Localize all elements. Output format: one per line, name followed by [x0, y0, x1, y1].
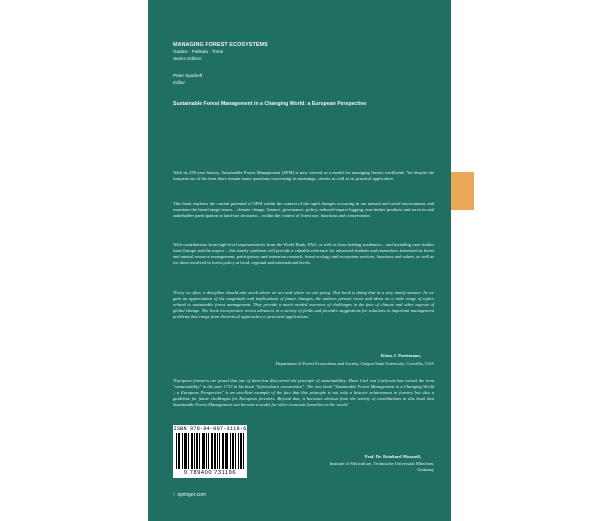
- barcode-bar: [191, 433, 192, 469]
- barcode-number: 9 789400 731196: [183, 470, 237, 476]
- review-quote: 'European foresters are proud that one of them has discovered the principle of sustainability: Hans Carl von Carlowitz has coined the term "sustainability" in the year 1713 in his book "Sylvicultura oeconomica". The new book "Sustainable Forest Management in a Changing World – a European Perspective" is an excellent example of the fact that this principle is not only a historic achievement in forestry but also a guideline for future challenges for European foresters. Beyond that, it becomes obvious from the variety of contributions in this book that Sustainable Forest Management can become a model for other economic branches in the world.': [173, 378, 434, 408]
- barcode-bar: [235, 433, 236, 469]
- barcode-bar: [222, 433, 223, 469]
- review-author: Klaus J. Puettmann,: [380, 353, 421, 358]
- series-editors-names: Gadow · Pukkala · Tomé: [173, 49, 224, 54]
- barcode-bar: [240, 433, 241, 469]
- barcode-bar: [223, 433, 224, 469]
- publisher-link[interactable]: [173, 491, 206, 498]
- springer-chevron-icon: ›: [173, 491, 176, 498]
- description-paragraph: With contributions from high-level representatives from the World Bank, FAO, as well as from leading academics – and including case studies from Europe and the tropics – this timely synthesis will provide a valuable reference for advanced students and researchers interested in forest and natural resource management, participatory and extension research, forest ecology and ecosystem services, functions and values, as well as for those involved in forest policy at local, regional and international levels.: [173, 242, 434, 266]
- barcode-bar: [214, 433, 215, 469]
- barcode-bar: [211, 433, 212, 469]
- description-paragraph: This book explores the current potential of SFM within the context of the rapid changes occurring in our natural and social environment, and examines the broad range issues – climate change, finance, governance, policy, reduced-impact logging, non-timber products and services and stakeholder participation in land-use decisions – within the context of forest use, functions and conservation.: [173, 201, 434, 219]
- series-editors-role: Series Editors: [173, 56, 202, 61]
- barcode-bar: [206, 433, 207, 469]
- barcode-bar: [208, 433, 209, 469]
- barcode-bar: [185, 433, 186, 469]
- barcode-bar: [225, 433, 226, 469]
- barcode-bar: [230, 433, 231, 469]
- publisher-url: springer.com: [177, 491, 206, 498]
- barcode-bar: [192, 433, 193, 469]
- barcode-bar: [197, 433, 198, 469]
- barcode-graphic: [176, 433, 244, 470]
- review-affiliation: Institute of Silviculture, Technische Universität München,: [329, 461, 434, 466]
- barcode-bar: [215, 433, 216, 469]
- barcode-bar: [241, 433, 242, 469]
- barcode-bar: [227, 433, 228, 469]
- barcode-bar: [182, 433, 183, 469]
- barcode-bar: [238, 433, 239, 469]
- spine-tab: [451, 172, 474, 210]
- review-affiliation: Department of Forest Ecosystems and Society, Oregon State University, Corvallis, USA: [275, 361, 434, 366]
- description-paragraph: With its 250-year history, Sustainable Forest Management (SFM) is now viewed as a model for managing forests worldwide. Yet despite the frequent use of the term there remain many questions concerning its meanings, criteria as well as its practical application.: [173, 170, 434, 182]
- barcode-bar: [226, 433, 227, 469]
- series-title: MANAGING FOREST ECOSYSTEMS: [173, 42, 268, 48]
- review-affiliation: Germany: [417, 467, 434, 472]
- barcode-bar: [232, 433, 233, 469]
- barcode-bar: [217, 433, 218, 469]
- barcode-bar: [243, 433, 244, 469]
- barcode-bar: [186, 433, 187, 469]
- review-quote: 'Every so often, a discipline should take stock where we are and where we are going. This book is doing that in a very timely manner. As we gain an appreciation of the magnitude and implications of future changes, the authors present views and ideas on a wide range of topics related to sustainable forest management. They provide a much needed overview of challenges in the face of climate and other aspects of global change. The book incorporates recent advances in a variety of fields and provides suggestions for solutions to important management problems that range from theoretical approaches to practical applications.': [173, 290, 434, 320]
- barcode-bar: [179, 433, 180, 469]
- book-title: Sustainable Forest Management in a Changing World: a European Perspective: [173, 101, 367, 107]
- barcode-bar: [188, 433, 189, 469]
- isbn-label: ISBN 978-94-007-3119-6: [173, 426, 247, 432]
- barcode-bar: [196, 433, 197, 469]
- barcode-bar: [203, 433, 204, 469]
- barcode-bar: [178, 433, 179, 469]
- barcode-bar: [199, 433, 200, 469]
- editor-name: Peter Spathelf: [173, 73, 203, 78]
- barcode-bar: [204, 433, 205, 469]
- editor-role: Editor: [173, 80, 186, 85]
- barcode-bar: [202, 433, 203, 469]
- barcode-bar: [219, 433, 220, 469]
- review-author: Prof. Dr. Reinhard Mosandl,: [364, 454, 421, 459]
- back-cover: [148, 0, 451, 521]
- barcode-bar: [194, 433, 195, 469]
- barcode-bar: [184, 433, 185, 469]
- barcode-bar: [233, 433, 234, 469]
- barcode-bar: [176, 433, 177, 469]
- barcode-bar: [212, 433, 213, 469]
- isbn-barcode-box: [173, 425, 247, 478]
